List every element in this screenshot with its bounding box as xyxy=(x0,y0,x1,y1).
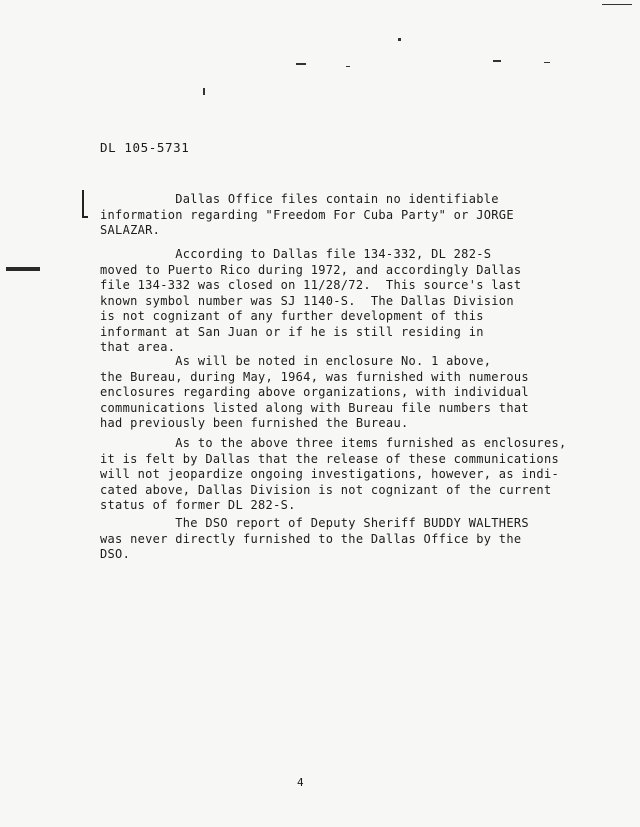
text-line: it is felt by Dallas that the release of these communications xyxy=(100,451,560,466)
text-line: will not jeopardize ongoing investigations, however, as indi- xyxy=(100,467,560,481)
text-line: SALAZAR. xyxy=(100,223,161,237)
scan-speck xyxy=(296,63,306,65)
text-line: known symbol number was SJ 1140-S. The Dallas Division xyxy=(100,293,514,308)
text-line: Dallas Office files contain no identifiable xyxy=(100,192,499,206)
text-line: The DSO report of Deputy Sheriff BUDDY WALTHERS xyxy=(100,516,529,530)
text-line: According to Dallas file 134-332, DL 282-S xyxy=(100,247,492,261)
margin-bracket-mark xyxy=(82,190,88,218)
text-line: As to the above three items furnished as enclosures, xyxy=(100,436,567,450)
scan-speck xyxy=(544,62,550,63)
scan-speck xyxy=(602,4,632,5)
paragraph-3 xyxy=(100,354,572,432)
text-line: had previously been furnished the Bureau. xyxy=(100,416,409,430)
file-number: DL 105-5731 xyxy=(100,140,190,155)
text-line: that area. xyxy=(100,340,176,354)
text-line: file 134-332 was closed on 11/28/72. This source's last xyxy=(100,278,522,292)
text-line: moved to Puerto Rico during 1972, and accordingly Dallas xyxy=(100,262,522,277)
text-line: status of former DL 282-S. xyxy=(100,498,296,512)
text-line: DSO. xyxy=(100,547,131,561)
text-line: the Bureau, during May, 1964, was furnished with numerous xyxy=(100,369,529,384)
text-line: communications listed along with Bureau file numbers that xyxy=(100,400,529,415)
scan-speck xyxy=(346,66,350,67)
scan-speck xyxy=(203,88,205,95)
text-line: informant at San Juan or if he is still residing in xyxy=(100,324,484,339)
text-line: enclosures regarding above organizations, with individual xyxy=(100,385,529,399)
text-line: information regarding "Freedom For Cuba Party" or JORGE xyxy=(100,207,514,222)
paragraph-5 xyxy=(100,516,572,563)
text-line: was never directly furnished to the Dallas Office by the xyxy=(100,531,522,546)
paragraph-4 xyxy=(100,436,572,514)
scan-speck xyxy=(493,60,501,62)
paragraph-2 xyxy=(100,247,572,356)
paragraph-1 xyxy=(100,192,572,239)
page-number: 4 xyxy=(297,776,304,789)
scan-speck xyxy=(398,38,401,41)
text-line: is not cognizant of any further development of this xyxy=(100,309,484,323)
text-line: cated above, Dallas Division is not cognizant of the current xyxy=(100,482,552,497)
margin-redaction-mark xyxy=(6,267,40,271)
text-line: As will be noted in enclosure No. 1 above, xyxy=(100,354,492,368)
